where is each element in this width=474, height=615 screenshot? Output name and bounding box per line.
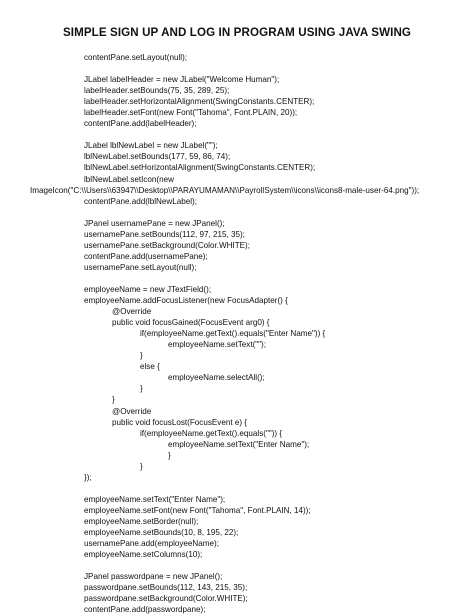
code-line: contentPane.add(labelHeader); [84, 119, 197, 129]
code-line: employeeName.setText(""); [168, 340, 266, 350]
code-line: JPanel passwordpane = new JPanel(); [84, 572, 223, 582]
code-line: contentPane.add(usernamePane); [84, 251, 208, 261]
code-line: JPanel usernamePane = new JPanel(); [84, 218, 225, 228]
code-line: usernamePane.setBackground(Color.WHITE); [84, 240, 250, 250]
code-line: employeeName.setColumns(10); [84, 550, 203, 560]
code-line: usernamePane.setBounds(112, 97, 215, 35); [84, 229, 245, 239]
code-line: lblNewLabel.setHorizontalAlignment(SwingConstants.CENTER); [84, 163, 316, 173]
code-line: contentPane.add(passwordpane); [84, 605, 206, 615]
code-line: public void focusGained(FocusEvent arg0) { [112, 318, 270, 328]
code-line: usernamePane.add(employeeName); [84, 539, 219, 549]
blank-line [0, 207, 474, 218]
blank-line [0, 483, 474, 494]
code-line: labelHeader.setFont(new Font("Tahoma", Font.PLAIN, 20)); [84, 108, 298, 118]
document-title: SIMPLE SIGN UP AND LOG IN PROGRAM USING JAVA SWING [62, 26, 412, 39]
code-line: lblNewLabel.setIcon(new [84, 174, 174, 184]
code-line: } [140, 351, 143, 361]
code-line: } [140, 384, 143, 394]
code-line: else { [140, 362, 160, 372]
blank-line [0, 63, 474, 74]
code-listing [0, 52, 474, 615]
code-line: } [112, 395, 115, 405]
code-line: }); [84, 472, 92, 482]
code-line: employeeName.selectAll(); [168, 373, 265, 383]
code-line: JLabel lblNewLabel = new JLabel(""); [84, 141, 218, 151]
code-line: labelHeader.setBounds(75, 35, 289, 25); [84, 86, 230, 96]
code-line: JLabel labelHeader = new JLabel("Welcome Human"); [84, 75, 280, 85]
code-line: if(employeeName.getText().equals("Enter Name")) { [140, 329, 326, 339]
code-line: ImageIcon("C:\\Users\\63947\\Desktop\\PARAYUMAMAN\\PayrollSystem\\icons\\icons8-male-user-64.png")); [30, 185, 420, 195]
code-line: passwordpane.setBackground(Color.WHITE); [84, 594, 248, 604]
code-line: contentPane.setLayout(null); [84, 53, 188, 62]
blank-line [0, 273, 474, 284]
code-line: contentPane.add(lblNewLabel); [84, 196, 197, 206]
code-line: labelHeader.setHorizontalAlignment(SwingConstants.CENTER); [84, 97, 315, 107]
code-line: employeeName = new JTextField(); [84, 284, 212, 294]
code-line: lblNewLabel.setBounds(177, 59, 86, 74); [84, 152, 231, 162]
code-line: employeeName.setBounds(10, 8, 195, 22); [84, 528, 239, 538]
code-line: if(employeeName.getText().equals("")) { [140, 428, 283, 438]
code-line: @Override [112, 406, 152, 416]
blank-line [0, 129, 474, 140]
code-line: employeeName.setText("Enter Name"); [168, 439, 310, 449]
code-line: passwordpane.setBounds(112, 143, 215, 35); [84, 583, 248, 593]
code-line: employeeName.setBorder(null); [84, 516, 199, 526]
blank-line [0, 560, 474, 571]
code-line: employeeName.setFont(new Font("Tahoma", Font.PLAIN, 14)); [84, 505, 311, 515]
code-line: public void focusLost(FocusEvent e) { [112, 417, 247, 427]
code-line: } [140, 461, 143, 471]
code-line: } [168, 450, 171, 460]
code-line: employeeName.addFocusListener(new FocusAdapter() { [84, 296, 288, 306]
code-line: employeeName.setText("Enter Name"); [84, 494, 226, 504]
code-line: usernamePane.setLayout(null); [84, 262, 197, 272]
code-line: @Override [112, 307, 152, 317]
